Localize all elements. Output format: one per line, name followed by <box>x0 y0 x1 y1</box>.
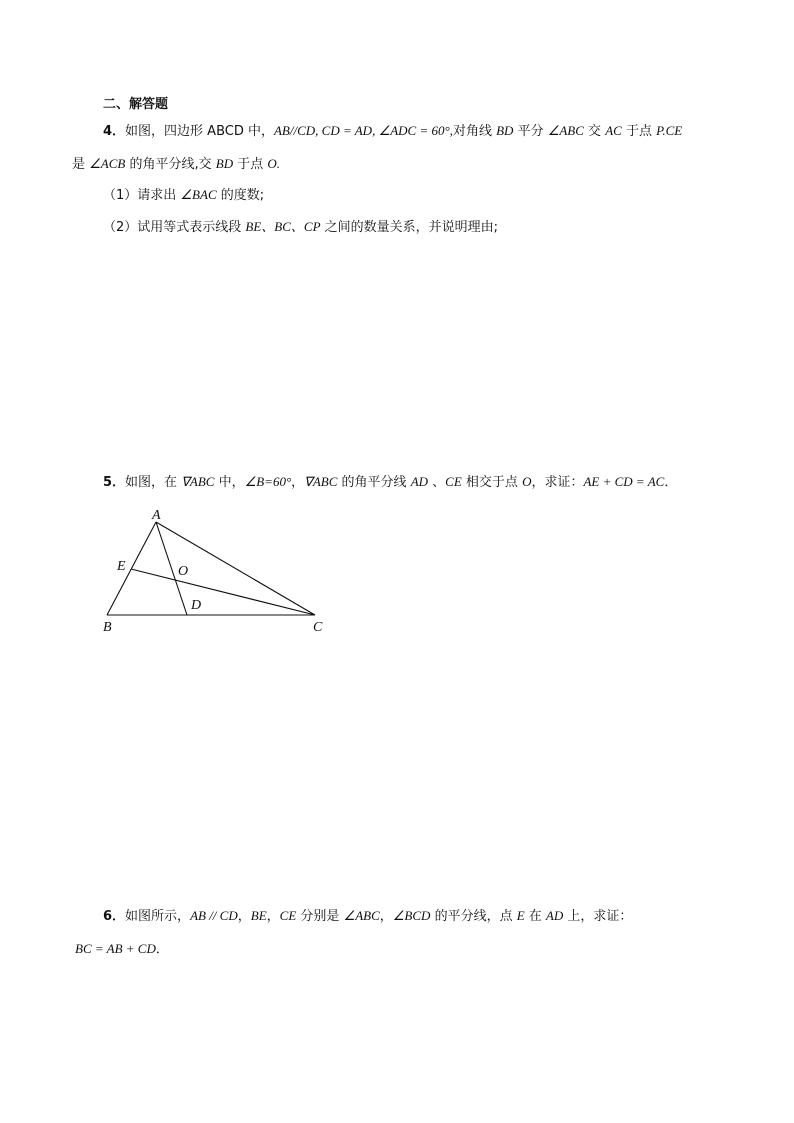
q5-text: 中， <box>214 475 245 490</box>
q4-sub2-text: 之间的数量关系，并说明理由; <box>320 220 499 235</box>
q6-math: E <box>516 908 525 923</box>
q4-math: O. <box>267 156 281 171</box>
triangle-figure <box>95 500 335 640</box>
q5-math: ∇ABC <box>304 474 338 489</box>
q6-line2-math: BC = AB + CD <box>75 941 156 956</box>
q4-text: 是 <box>72 157 90 172</box>
q5-text: ，求证： <box>531 475 584 490</box>
q5-text: 的角平分线 <box>337 475 411 490</box>
question-4-subquestion-2 <box>103 218 498 237</box>
q6-text: 如图所示， <box>125 909 191 924</box>
q6-math: CE <box>279 908 297 923</box>
q4-text: 对角线 <box>452 124 497 139</box>
question-6-line-2 <box>75 940 169 959</box>
q5-math: CE <box>445 474 462 489</box>
segment-ab <box>107 522 156 615</box>
q4-sub2-text: （2）试用等式表示线段 <box>103 220 246 235</box>
q5-text: ， <box>291 475 305 490</box>
q4-math: P.CE <box>656 123 683 138</box>
q5-math: AD <box>410 474 429 489</box>
q4-math: BD <box>496 123 514 138</box>
q5-math: AE + CD = AC <box>583 474 665 489</box>
question-5-number: 5． <box>103 475 126 490</box>
segment-ce <box>131 569 315 615</box>
q5-math: O <box>522 474 532 489</box>
q6-text: 分别是 <box>296 909 344 924</box>
q4-text: 于点 <box>233 157 268 172</box>
q5-text: ． <box>664 475 678 490</box>
q6-line2-end: ． <box>155 942 169 957</box>
q6-math: ∠BCD <box>392 908 431 923</box>
q6-text: ， <box>237 909 251 924</box>
q6-text: ， <box>379 909 393 924</box>
q4-sub1-math: ∠BAC <box>180 187 217 202</box>
q6-math: ∠ABC <box>343 908 380 923</box>
q4-math-1: AB//CD, CD = AD, ∠ADC = 60°, <box>273 123 453 138</box>
section-title: 二、解答题 <box>103 97 169 112</box>
question-4-number: 4． <box>103 124 126 139</box>
q6-math: AD <box>545 908 564 923</box>
q4-text: 平分 <box>513 124 548 139</box>
question-5-line-1 <box>103 473 677 492</box>
question-6-line-1 <box>103 907 632 926</box>
q5-text: 如图，在 <box>125 475 182 490</box>
q5-math: ∇ABC <box>181 474 215 489</box>
q5-math: ∠B=60° <box>244 474 292 489</box>
q4-math: BD <box>215 156 234 171</box>
q6-text: 上，求证： <box>563 909 633 924</box>
q6-text: ， <box>266 909 280 924</box>
q6-text: 在 <box>524 909 546 924</box>
q6-math: BE <box>250 908 267 923</box>
question-4-line-1 <box>103 122 682 141</box>
q6-math: AB // CD <box>190 908 238 923</box>
q4-text: 交 <box>583 124 606 139</box>
q4-sub1-text: （1）请求出 <box>103 188 181 203</box>
q4-text: 的角平分线,交 <box>125 157 216 172</box>
label-c: C <box>313 620 323 635</box>
q4-math: ∠ACB <box>89 156 126 171</box>
q4-math: AC <box>605 123 622 138</box>
q5-text: 、 <box>428 475 446 490</box>
label-b: B <box>103 620 112 635</box>
q4-sub2-math: BE、BC、CP <box>245 219 321 234</box>
q4-text: 于点 <box>621 124 657 139</box>
question-4-subquestion-1 <box>103 186 264 205</box>
q4-sub1-text: 的度数; <box>216 188 265 203</box>
q4-math: ∠ABC <box>547 123 584 138</box>
label-d: D <box>191 598 202 613</box>
label-a: A <box>152 508 161 523</box>
label-e: E <box>117 559 126 574</box>
question-6-number: 6． <box>103 909 126 924</box>
q5-text: 相交于点 <box>461 475 523 490</box>
label-o: O <box>178 564 189 579</box>
question-4-line-2 <box>72 155 280 174</box>
q4-text: 如图，四边形 ABCD 中， <box>125 124 274 139</box>
q6-text: 的平分线，点 <box>430 909 517 924</box>
